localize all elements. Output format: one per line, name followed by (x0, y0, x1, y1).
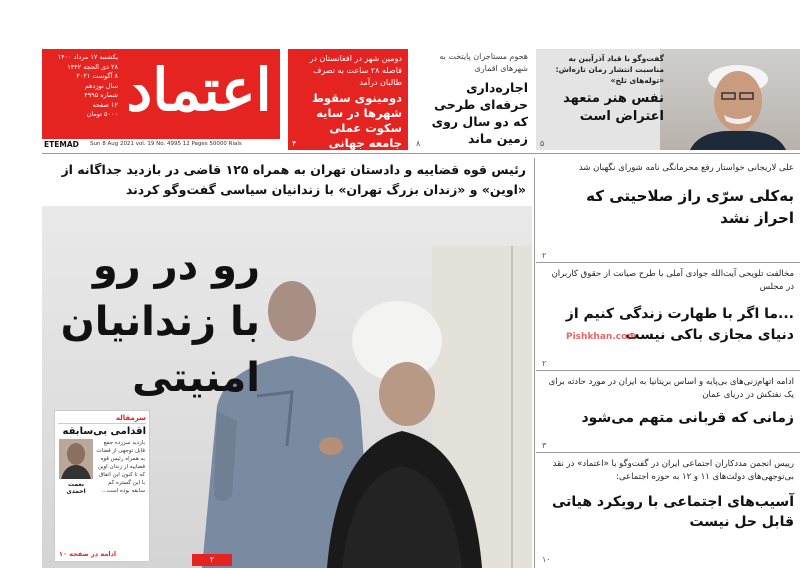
masthead (42, 49, 280, 150)
story-kicker: علی لاریجانی خواستار رفع محرمانگی نامه شورای نگهبان شد (578, 163, 794, 173)
teaser-rent[interactable] (412, 49, 532, 150)
story-page: ۲ (542, 359, 547, 368)
headline-line: رو در رو (92, 243, 260, 289)
main-story[interactable] (42, 158, 532, 568)
teaser-afghanistan[interactable] (288, 49, 408, 150)
teaser-headline: دومینوی سقوط شهرها در سایه سکوت عملی جامعه جهانی (311, 91, 402, 150)
teaser-interview[interactable] (536, 49, 800, 150)
story-headline: ...ما اگر با طهارت زندگی کنیم از دنیای مجازی باکی نیست (565, 306, 794, 343)
headline-line: امنیتی (132, 355, 260, 401)
story-watermark: Pishkhan.com (566, 332, 637, 342)
page-number: ۲ (209, 555, 215, 564)
story-kicker: ادامه اتهام‌زنی‌های بی‌پایه و اساس بریتانیا به ایران در مورد حادثه برای یک نفتکش در دریای عمان (548, 377, 794, 400)
story-page: ۱۰ (542, 555, 551, 564)
portrait-image (660, 49, 800, 150)
masthead-dates (48, 53, 118, 120)
story-kicker: مخالفت تلویحی آیت‌الله جوادی آملی با طرح صیانت از حقوق کاربران در مجلس (551, 269, 794, 292)
main-headline (50, 238, 260, 406)
meta-line: ۱۲ صفحه (92, 100, 118, 109)
date-line: ۲۸ ذی الحجه ۱۴۴۲ (67, 62, 118, 71)
teaser-kicker: هجوم مستاجران پایتخت به شهرهای اقماری (439, 52, 528, 73)
teaser-text (540, 53, 664, 126)
main-subhead: رئیس قوه قضاییه و دادستان تهران به همراه ۱۲۵ قاضی در بازدید جداگانه از «اوین» و «زندان بزرگ تهران» با زندانیان سیاسی گفت‌وگو کردند (61, 162, 526, 197)
story-page: ۲ (542, 251, 547, 260)
divider (536, 370, 800, 371)
editorial-author-photo (59, 439, 93, 479)
editorial-tag: سرمقاله (58, 414, 146, 424)
sidebar-story[interactable] (536, 264, 800, 370)
teaser-page: ۵ (540, 139, 545, 148)
masthead-latin-name: ETEMAD (44, 140, 79, 149)
teaser-page: ۸ (416, 139, 421, 148)
sidebar-story[interactable] (536, 158, 800, 262)
teaser-kicker: دومین شهر در افغانستان در فاصله ۲۸ ساعت به تصرف طالبان درآمد (309, 54, 402, 87)
story-headline: زمانی که قربانی متهم می‌شود (581, 410, 794, 426)
editorial-title: اقدامی بی‌سابقه (62, 426, 146, 437)
date-line: یکشنبه ۱۷ مرداد ۱۴۰۰ (57, 53, 118, 61)
date-line: ۸ آگوست ۲۰۲۱ (76, 72, 118, 80)
masthead-logo: اعتماد (126, 56, 272, 124)
masthead-issue-info: Sun 8 Aug 2021 vol. 19 No. 4995 12 Pages 50000 Rials (90, 141, 242, 147)
teaser-page: ۴ (292, 139, 297, 148)
story-headline: آسیب‌های اجتماعی با رویکرد هیاتی قابل حل نیست (551, 494, 794, 530)
editorial-body: بازدید سرزده جمع قابل توجهی از قضات به همراه رئیس قوه قضاییه از زندان اوین که تا کنون این اتفاق با این گستره کم سابقه بوده است... (96, 440, 145, 494)
story-kicker: رییس انجمن مددکاران اجتماعی ایران در گفت‌وگو با «اعتماد» در نقد بی‌توجهی‌های دولت‌های ۱۱ و ۱۲ به حوزه اجتماعی: (552, 459, 794, 482)
story-page: ۳ (542, 441, 547, 450)
story-headline: به‌کلی سرّی راز صلاحیتی که احراز نشد (586, 187, 794, 227)
column-divider (534, 158, 535, 568)
teaser-kicker: گفت‌وگو با قباد آذرآیین به مناسبت انتشار رمان تازه‌اش: «تولەهای تلخ» (555, 54, 664, 85)
divider (536, 452, 800, 453)
headline-line: با زندانیان (60, 299, 260, 345)
author-photo-icon (59, 439, 93, 479)
meta-line: شماره ۴۹۹۵ (84, 91, 118, 99)
main-page-number (192, 554, 232, 566)
meta-line: ۵۰۰۰ تومان (86, 110, 118, 118)
divider (536, 262, 800, 263)
sidebar (536, 158, 800, 568)
editorial-continue[interactable]: ادامه در صفحه ۱۰ (59, 550, 117, 558)
masthead-strip (42, 138, 280, 150)
masthead-bottom-rule (42, 153, 800, 154)
sidebar-story[interactable] (536, 454, 800, 566)
teaser-headline: اجاره‌داری حرفه‌ای طرحی که دو سال روی زمین ماند (431, 80, 528, 146)
teaser-headline: نفس هنر متعهد اعتراض است (563, 91, 664, 124)
editorial-author: نعمت احمدی (66, 481, 86, 495)
author-portrait (660, 49, 800, 150)
editorial-box[interactable] (54, 410, 150, 562)
meta-line: سال نوزدهم (84, 81, 118, 90)
sidebar-story[interactable] (536, 372, 800, 452)
